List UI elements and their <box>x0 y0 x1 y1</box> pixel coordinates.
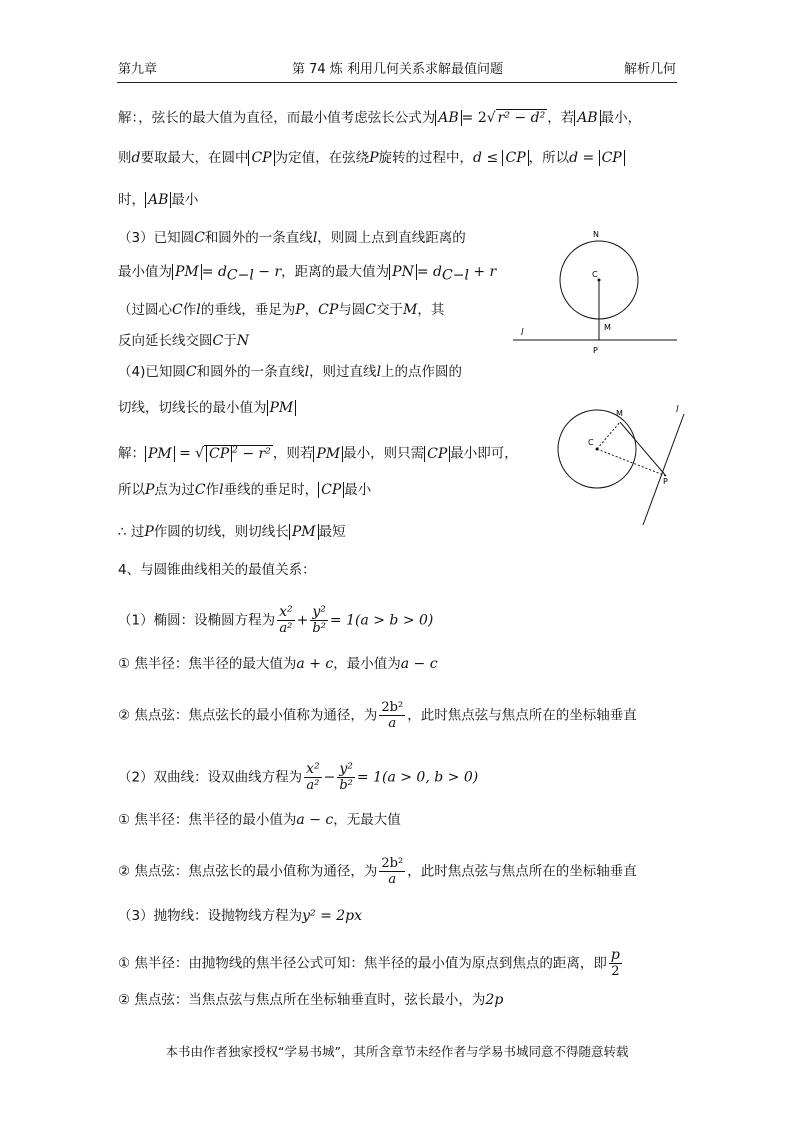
text-line: 解： PM = √ CP $^2$ − r² ，则若 PM 最小，则只需 CP 最小即可， <box>118 445 518 462</box>
label-c: C <box>592 270 598 279</box>
text-line: ② 焦点弦：焦点弦长的最小值称为通径，为 $\frac{\text{2b²}}{a}$ ，此时焦点弦与焦点所在的坐标轴垂直 <box>118 700 637 731</box>
text-line: 解：，弦长的最大值为直径，而最小值考虑弦长公式为 AB = 2√ r² − d² ，若 AB 最小， <box>118 110 642 126</box>
text-line: ∴ 过P作圆的切线，则切线长 PM 最短 <box>118 524 346 540</box>
label-l: l <box>521 328 524 338</box>
text-line: ① 焦半径：由抛物线的焦半径公式可知：焦半径的最小值为原点到焦点的距离，即 $\frac{p}{2}$ <box>118 947 620 979</box>
center-point <box>598 279 601 282</box>
label-c: C <box>588 438 594 447</box>
text-line: （3）已知圆C和圆外的一条直线l，则圆上点到直线距离的 <box>118 230 466 246</box>
text-line: 时， AB 最小 <box>118 192 199 208</box>
label-p: P <box>663 477 668 486</box>
label-p: P <box>593 346 598 355</box>
tangent-mp <box>620 422 666 476</box>
text-line: 最小值为 PM = $d_{C-l} - r$，距离的最大值为 PN = $d_{C-l} + r$ <box>118 264 497 284</box>
center-point <box>596 448 599 451</box>
chapter-label: 第九章 <box>118 62 158 77</box>
text-line: （4)已知圆C和圆外的一条直线l，则过直线l上的点作圆的 <box>118 364 463 380</box>
text-line: 则d要取最大，在圆中 CP 为定值，在弦绕P旋转的过程中，d ≤ CP ，所以d = CP <box>118 148 625 168</box>
text-line: 切线，切线长的最小值为 PM <box>118 398 296 418</box>
label-m: M <box>616 409 623 418</box>
section-heading: 4、与圆锥曲线相关的最值关系： <box>118 562 316 578</box>
text-line: （3）抛物线：设抛物线方程为y² = 2px <box>118 908 363 924</box>
segment-cm <box>597 422 620 449</box>
figure-tangent-length <box>548 400 693 535</box>
label-n: N <box>593 230 599 239</box>
text-line: ② 焦点弦：当焦点弦与焦点所在坐标轴垂直时，弦长最小，为2p <box>118 992 504 1008</box>
text-line: 反向延长线交圆C于N <box>118 333 249 349</box>
header-rule <box>117 82 677 83</box>
figure-circle-line-distance <box>505 222 685 362</box>
section-label: 解析几何 <box>624 62 677 77</box>
label-l: l <box>676 405 679 415</box>
text-line: 所以P点为过C作l垂线的垂足时， CP 最小 <box>118 482 372 498</box>
page-title: 第 74 炼 利用几何关系求解最值问题 <box>292 62 503 77</box>
text-line: ① 焦半径：焦半径的最大值为a + c，最小值为a − c <box>118 656 438 672</box>
label-m: M <box>604 323 611 332</box>
segment-cp <box>597 449 666 476</box>
copyright-footer: 本书由作者独家授权“学易书城”，其所含章节未经作者与学易书城同意不得随意转载 <box>165 1044 629 1059</box>
text-line: （过圆心C作l的垂线，垂足为P，CP与圆C交于M，其 <box>118 302 445 318</box>
text-line: （2）双曲线：设双曲线方程为 $\frac{\text{x²}}{\text{a²}}$ − $\frac{\text{y²}}{\text{b²}}$ = 1(a > 0, b > 0) <box>118 761 479 793</box>
text-line: ① 焦半径：焦半径的最小值为a − c，无最大值 <box>118 812 401 828</box>
text-line: （1）椭圆：设椭圆方程为 $\frac{\text{x²}}{\text{a²}}$ + $\frac{\text{y²}}{\text{b²}}$ = 1(a > b > 0) <box>118 604 434 636</box>
text-line: ② 焦点弦：焦点弦长的最小值称为通径，为 $\frac{\text{2b²}}{a}$ ，此时焦点弦与焦点所在的坐标轴垂直 <box>118 856 637 887</box>
